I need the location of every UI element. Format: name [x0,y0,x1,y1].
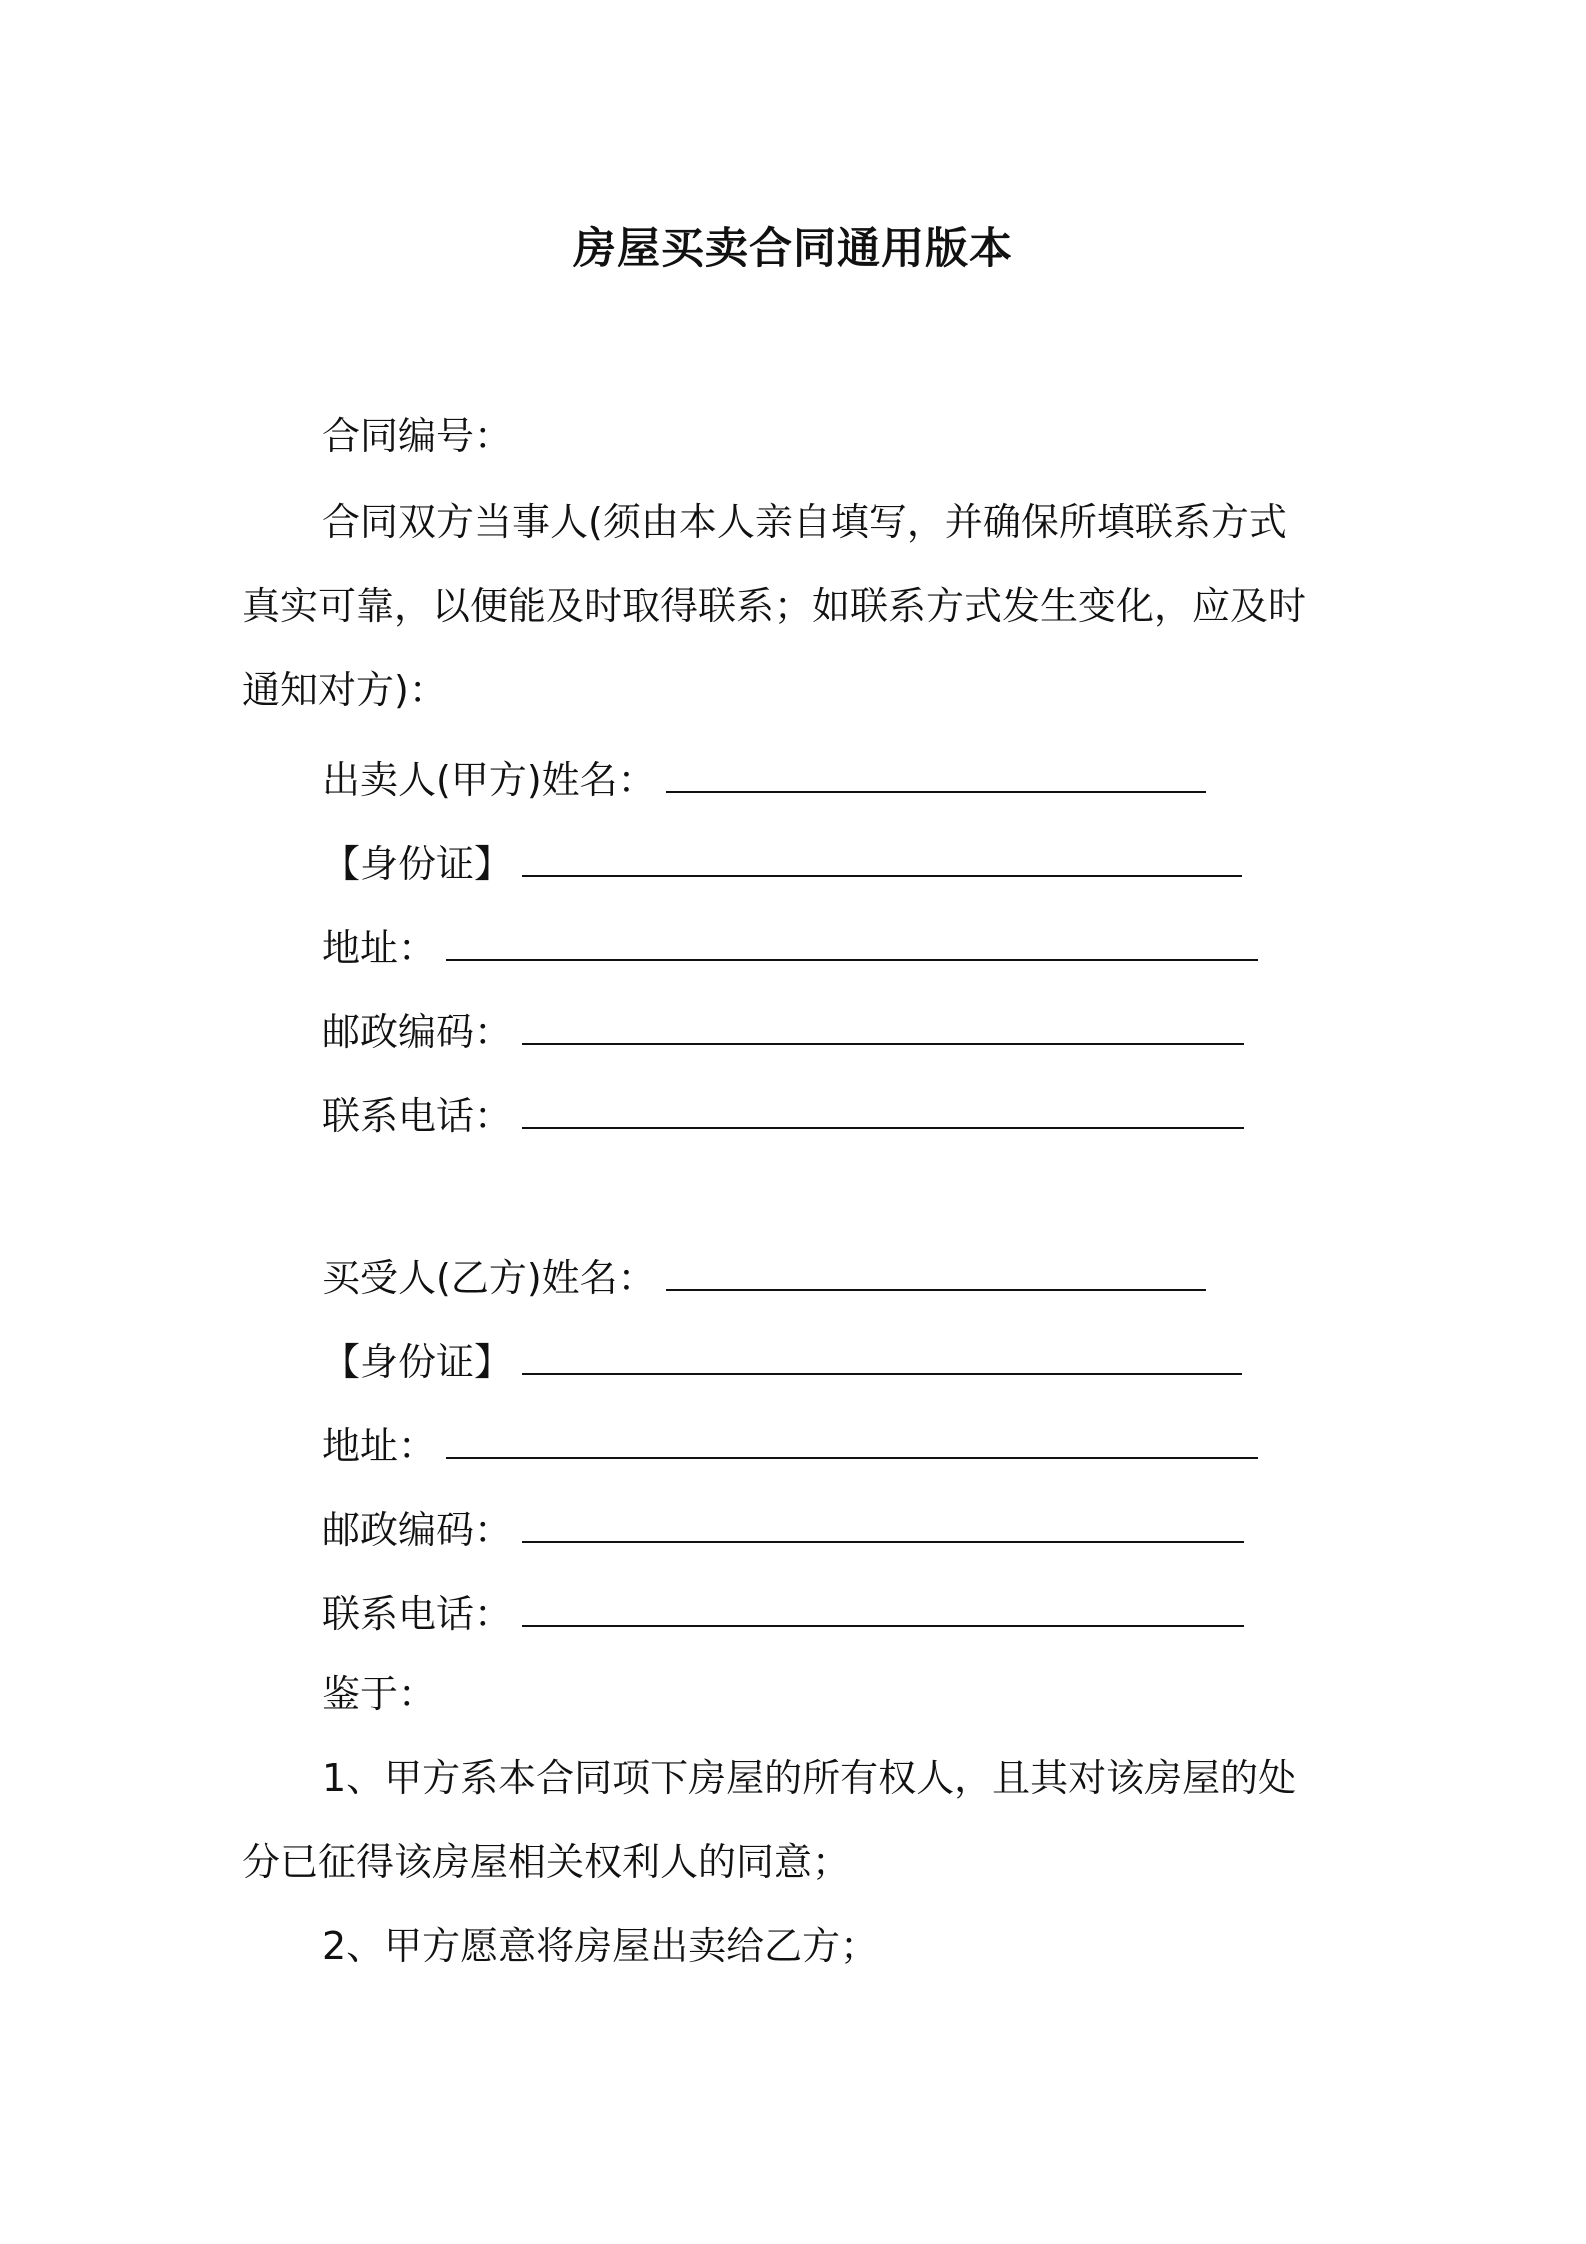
seller-name-row [322,754,1206,806]
clause-1-line-2: 分已征得该房屋相关权利人的同意； [242,1840,851,1884]
buyer-name-blank[interactable] [666,1255,1206,1291]
seller-phone-blank[interactable] [522,1093,1244,1129]
parties-intro-line-3: 通知对方)： [242,668,447,712]
seller-id-blank[interactable] [522,841,1242,877]
buyer-postcode-row [322,1504,1244,1556]
contract-number-label: 合同编号： [322,414,513,458]
buyer-postcode-blank[interactable] [522,1507,1244,1543]
clause-2: 2、甲方愿意将房屋出卖给乙方； [322,1924,879,1968]
buyer-name-row [322,1252,1206,1304]
buyer-phone-label: 联系电话： [322,1592,513,1636]
buyer-name-label: 买受人(乙方)姓名： [322,1256,656,1300]
buyer-postcode-label: 邮政编码： [322,1508,513,1552]
seller-phone-row [322,1090,1244,1142]
seller-address-row [322,922,1258,974]
document-title: 房屋买卖合同通用版本 [573,224,1013,274]
buyer-phone-row [322,1588,1244,1640]
whereas-label: 鉴于： [322,1672,437,1716]
seller-name-label: 出卖人(甲方)姓名： [322,758,656,802]
parties-intro-line-2: 真实可靠，以便能及时取得联系；如联系方式发生变化，应及时 [242,584,1307,628]
clause-1-line-1: 1、甲方系本合同项下房屋的所有权人，且其对该房屋的处 [322,1756,1297,1800]
seller-address-label: 地址： [322,926,437,970]
parties-intro-line-1: 合同双方当事人(须由本人亲自填写，并确保所填联系方式 [322,500,1287,544]
seller-address-blank[interactable] [446,925,1258,961]
seller-postcode-blank[interactable] [522,1009,1244,1045]
buyer-phone-blank[interactable] [522,1591,1244,1627]
seller-postcode-row [322,1006,1244,1058]
seller-id-label: 【身份证】 [322,842,513,886]
seller-name-blank[interactable] [666,757,1206,793]
seller-postcode-label: 邮政编码： [322,1010,513,1054]
buyer-id-label: 【身份证】 [322,1340,513,1384]
buyer-id-blank[interactable] [522,1339,1242,1375]
buyer-id-row [322,1336,1242,1388]
seller-phone-label: 联系电话： [322,1094,513,1138]
buyer-address-blank[interactable] [446,1423,1258,1459]
seller-id-row [322,838,1242,890]
buyer-address-label: 地址： [322,1424,437,1468]
buyer-address-row [322,1420,1258,1472]
